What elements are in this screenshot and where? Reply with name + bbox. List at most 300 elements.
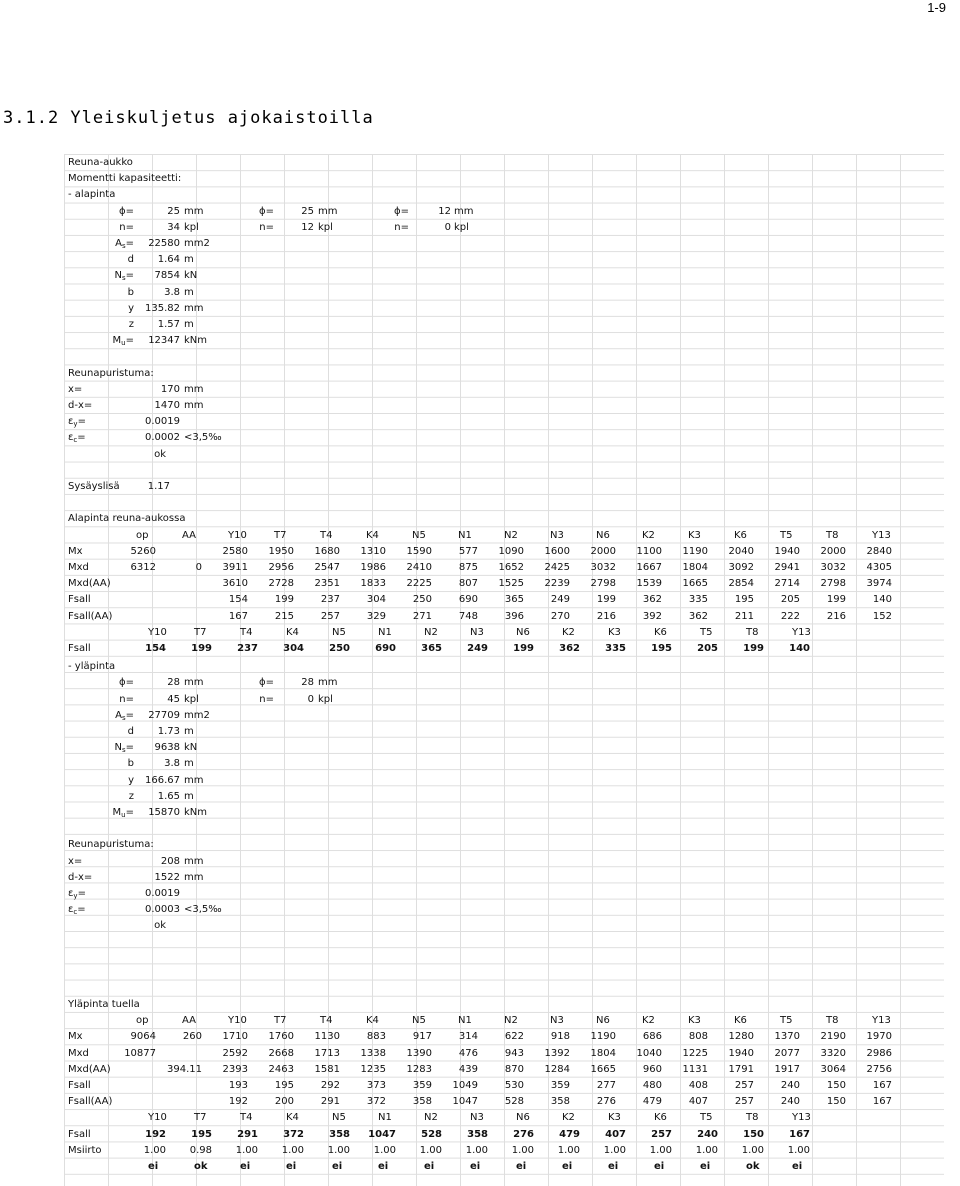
value: 34 bbox=[167, 221, 180, 233]
column-header: Y13 bbox=[792, 1112, 811, 1124]
unit: mm bbox=[184, 871, 204, 883]
table-cell: 335 bbox=[605, 643, 626, 654]
table-cell: 1235 bbox=[360, 1063, 386, 1075]
table-cell: 372 bbox=[283, 1128, 304, 1140]
table-cell: 205 bbox=[780, 594, 800, 606]
column-header: N1 bbox=[458, 529, 472, 541]
table-cell: 3911 bbox=[222, 562, 248, 573]
unit: kpl bbox=[318, 221, 333, 233]
column-header: K6 bbox=[734, 529, 747, 541]
table-cell: 365 bbox=[421, 643, 442, 654]
label: ϕ= bbox=[119, 205, 134, 217]
table-cell: 2239 bbox=[544, 578, 570, 590]
value: 1470 bbox=[154, 400, 180, 411]
column-header: N5 bbox=[412, 529, 426, 541]
column-header: Y10 bbox=[148, 1112, 167, 1124]
table-cell: 2077 bbox=[774, 1047, 800, 1059]
unit: mm bbox=[184, 383, 204, 395]
row-label: Fsall(AA) bbox=[68, 1096, 113, 1108]
table-cell: 1190 bbox=[682, 545, 708, 557]
label: $N_s=$ bbox=[114, 270, 134, 283]
table-cell: 358 bbox=[329, 1128, 350, 1140]
table-cell: 577 bbox=[458, 545, 478, 557]
column-header: T4 bbox=[240, 626, 253, 638]
table-cell: 3032 bbox=[820, 562, 846, 573]
table-cell: 362 bbox=[642, 594, 662, 606]
label: z bbox=[128, 319, 134, 330]
table-cell: 358 bbox=[412, 1096, 432, 1108]
table-cell: 2798 bbox=[590, 578, 616, 590]
table-cell: 270 bbox=[550, 610, 570, 622]
table-cell: 2714 bbox=[774, 578, 800, 590]
value: 0.0003 bbox=[145, 904, 180, 916]
column-header: Y13 bbox=[872, 529, 891, 541]
label: $\varepsilon_c=$ bbox=[68, 432, 86, 445]
table-cell: 199 bbox=[513, 643, 534, 654]
unit: m bbox=[184, 758, 194, 770]
table-cell: 195 bbox=[274, 1080, 294, 1091]
table-cell: 1970 bbox=[866, 1031, 892, 1043]
table-cell: 2854 bbox=[728, 578, 754, 590]
label: n= bbox=[119, 221, 134, 233]
table-cell: 690 bbox=[375, 643, 396, 654]
unit: mm bbox=[318, 677, 338, 689]
table-cell: 1.00 bbox=[281, 1144, 304, 1156]
status-cell: ei bbox=[332, 1161, 343, 1172]
label: n= bbox=[394, 221, 409, 233]
table-cell: 2728 bbox=[268, 578, 294, 590]
unit: mm bbox=[184, 774, 204, 786]
table-cell: 1.00 bbox=[419, 1144, 442, 1156]
column-header: N3 bbox=[470, 626, 484, 638]
table-cell: 192 bbox=[145, 1128, 166, 1140]
unit: m bbox=[184, 726, 194, 737]
page-number: 1-9 bbox=[927, 0, 946, 15]
value: 135.82 bbox=[145, 302, 180, 314]
table-cell: 528 bbox=[421, 1128, 442, 1140]
unit: kpl bbox=[184, 693, 199, 705]
row-label: Fsall bbox=[68, 1128, 91, 1140]
table-cell: 150 bbox=[826, 1096, 846, 1108]
table-cell: 372 bbox=[366, 1096, 386, 1108]
value: 22580 bbox=[148, 238, 180, 249]
table-cell: 943 bbox=[504, 1047, 524, 1059]
label: $\varepsilon_y=$ bbox=[68, 416, 86, 429]
label: n= bbox=[259, 693, 274, 705]
table-cell: 3092 bbox=[728, 562, 754, 573]
table-cell: 1680 bbox=[314, 545, 340, 557]
table-cell: 622 bbox=[504, 1031, 524, 1043]
table-cell: 2040 bbox=[728, 545, 754, 557]
column-header: T8 bbox=[826, 1015, 839, 1027]
unit: kN bbox=[184, 270, 198, 282]
label: x= bbox=[68, 855, 83, 867]
column-header: T4 bbox=[320, 1015, 333, 1027]
table-cell: 2000 bbox=[820, 545, 846, 557]
unit: m bbox=[184, 319, 194, 330]
label: d-x= bbox=[68, 400, 93, 411]
table-cell: 1100 bbox=[636, 545, 662, 557]
table-cell: 2463 bbox=[268, 1063, 294, 1075]
table-cell: 917 bbox=[412, 1031, 432, 1043]
unit: m bbox=[184, 254, 194, 266]
table-cell: 359 bbox=[550, 1080, 570, 1091]
table-cell: 2986 bbox=[866, 1047, 892, 1059]
column-header: T5 bbox=[700, 1112, 713, 1124]
spreadsheet bbox=[64, 154, 944, 1186]
unit: kpl bbox=[454, 221, 469, 233]
column-header: K6 bbox=[734, 1015, 747, 1027]
table-cell: 2425 bbox=[544, 562, 570, 573]
row-label: Fsall(AA) bbox=[68, 610, 113, 622]
table-cell: 199 bbox=[191, 643, 212, 654]
status-cell: ei bbox=[148, 1161, 159, 1172]
row-label: Fsall bbox=[68, 1080, 91, 1091]
column-header: T7 bbox=[274, 1015, 287, 1027]
status-cell: ok bbox=[746, 1161, 760, 1172]
section-heading: 3.1.2 Yleiskuljetus ajokaistoilla bbox=[3, 108, 374, 128]
table-cell: 1713 bbox=[314, 1047, 340, 1059]
value: 25 bbox=[167, 205, 180, 217]
unit: kN bbox=[184, 742, 198, 754]
table-cell: 249 bbox=[467, 643, 488, 654]
table-cell: 1.00 bbox=[235, 1144, 258, 1156]
table-cell: 748 bbox=[458, 610, 478, 622]
status-cell: ei bbox=[562, 1161, 573, 1172]
value: 1.65 bbox=[157, 790, 180, 802]
status-cell: ei bbox=[286, 1161, 297, 1172]
table-cell: 329 bbox=[366, 610, 386, 622]
table-cell: 1310 bbox=[360, 545, 386, 557]
table-cell: 875 bbox=[458, 562, 478, 573]
row-label: Mxd bbox=[68, 1047, 89, 1059]
table-cell: 1.00 bbox=[143, 1144, 166, 1156]
subsection-label: - yläpinta bbox=[68, 661, 116, 673]
table-cell: 359 bbox=[412, 1080, 432, 1091]
value: 0.0002 bbox=[145, 432, 180, 444]
column-header: K4 bbox=[366, 529, 379, 541]
table-cell: 407 bbox=[605, 1128, 626, 1140]
status-cell: ei bbox=[700, 1161, 711, 1172]
table-cell: 205 bbox=[697, 643, 718, 654]
table-cell: 1.00 bbox=[649, 1144, 672, 1156]
table-cell: 365 bbox=[504, 594, 524, 606]
table-cell: 1600 bbox=[544, 545, 570, 557]
status-cell: ei bbox=[654, 1161, 665, 1172]
table-cell: 3064 bbox=[820, 1063, 846, 1075]
value: 12 bbox=[438, 205, 451, 217]
table-cell: 1090 bbox=[498, 545, 524, 557]
table-cell: 1284 bbox=[544, 1063, 570, 1075]
table-cell: 167 bbox=[872, 1080, 892, 1091]
table-cell: 250 bbox=[329, 643, 350, 654]
table-cell: 1338 bbox=[360, 1047, 386, 1059]
label: y bbox=[128, 302, 134, 314]
table-cell: 2225 bbox=[406, 578, 432, 590]
table-cell: 1131 bbox=[682, 1063, 708, 1075]
table-cell: 1804 bbox=[590, 1047, 616, 1059]
value: 170 bbox=[160, 383, 180, 395]
unit: mm bbox=[184, 302, 204, 314]
table-cell: 1.00 bbox=[511, 1144, 534, 1156]
table-cell: 5260 bbox=[130, 545, 156, 557]
table-cell: 808 bbox=[688, 1031, 708, 1043]
unit: mm bbox=[184, 205, 204, 217]
table-cell: 276 bbox=[596, 1096, 616, 1108]
table-cell: 1525 bbox=[498, 578, 524, 590]
table-cell: 154 bbox=[145, 643, 166, 654]
table-cell: 6312 bbox=[130, 562, 156, 573]
table-cell: 1390 bbox=[406, 1047, 432, 1059]
table-cell: 2756 bbox=[866, 1063, 892, 1075]
table-cell: 260 bbox=[182, 1031, 202, 1043]
column-header: op bbox=[136, 529, 149, 541]
row-label: Mx bbox=[68, 1031, 83, 1043]
table-cell: 1.00 bbox=[327, 1144, 350, 1156]
table-cell: 3320 bbox=[820, 1047, 846, 1059]
column-header: N5 bbox=[412, 1015, 426, 1027]
status-cell: ei bbox=[792, 1161, 803, 1172]
label: b bbox=[127, 286, 134, 298]
label: $M_u=$ bbox=[112, 335, 134, 348]
column-header: N6 bbox=[516, 626, 530, 638]
label: b bbox=[127, 758, 134, 770]
table-cell: 686 bbox=[642, 1031, 662, 1043]
table-cell: 1950 bbox=[268, 545, 294, 557]
table-cell: 257 bbox=[320, 610, 340, 622]
table-cell: 1804 bbox=[682, 562, 708, 573]
table-cell: 154 bbox=[228, 594, 248, 606]
table-cell: 2840 bbox=[866, 545, 892, 557]
table-cell: 1791 bbox=[728, 1063, 754, 1075]
value: 7854 bbox=[154, 270, 180, 282]
column-header: N1 bbox=[378, 626, 392, 638]
table-cell: 1652 bbox=[498, 562, 524, 573]
label: z bbox=[128, 790, 134, 802]
table-cell: 479 bbox=[642, 1096, 662, 1108]
table-cell: 257 bbox=[734, 1096, 754, 1108]
unit: m bbox=[184, 790, 194, 802]
table-cell: 883 bbox=[366, 1031, 386, 1043]
table-cell: 476 bbox=[458, 1047, 478, 1059]
table-cell: 152 bbox=[872, 610, 892, 622]
status-cell: ei bbox=[424, 1161, 435, 1172]
status-cell: ei bbox=[608, 1161, 619, 1172]
column-header: T7 bbox=[274, 529, 287, 541]
table-cell: 479 bbox=[559, 1128, 580, 1140]
column-header: K2 bbox=[642, 1015, 655, 1027]
column-header: N3 bbox=[470, 1112, 484, 1124]
table-cell: 215 bbox=[274, 610, 294, 622]
table-cell: 193 bbox=[228, 1080, 248, 1091]
table-cell: 2592 bbox=[222, 1047, 248, 1059]
table-cell: 358 bbox=[550, 1096, 570, 1108]
table-cell: 2351 bbox=[314, 578, 340, 590]
table-cell: 304 bbox=[366, 594, 386, 606]
value: 3.8 bbox=[164, 758, 180, 770]
block-subtitle: Momentti kapasiteetti: bbox=[68, 173, 182, 185]
label: $A_s=$ bbox=[115, 709, 134, 722]
unit: m bbox=[184, 286, 194, 298]
table-cell: 291 bbox=[237, 1128, 258, 1140]
block-title: Reuna-aukko bbox=[68, 157, 133, 168]
unit: kpl bbox=[184, 221, 199, 233]
table-cell: 1280 bbox=[728, 1031, 754, 1043]
table-cell: 240 bbox=[780, 1096, 800, 1108]
table-cell: 439 bbox=[458, 1063, 478, 1075]
table-cell: 237 bbox=[237, 643, 258, 654]
table-cell: 1130 bbox=[314, 1031, 340, 1043]
value: 15870 bbox=[148, 807, 180, 818]
unit: mm bbox=[454, 205, 474, 217]
table-cell: 1581 bbox=[314, 1063, 340, 1075]
column-header: T7 bbox=[194, 1112, 207, 1124]
status-cell: ok bbox=[194, 1161, 208, 1172]
unit: <3,5‰ bbox=[184, 432, 222, 444]
table-cell: 1.00 bbox=[741, 1144, 764, 1156]
table-cell: 1917 bbox=[774, 1063, 800, 1075]
table-cell: 1833 bbox=[360, 578, 386, 590]
column-header: K4 bbox=[286, 1112, 299, 1124]
subsection-label: - alapinta bbox=[68, 189, 116, 201]
table-cell: 2393 bbox=[222, 1063, 248, 1075]
table-cell: 2410 bbox=[406, 562, 432, 573]
table-cell: 257 bbox=[651, 1128, 672, 1140]
column-header: N6 bbox=[516, 1112, 530, 1124]
column-header: T8 bbox=[746, 626, 759, 638]
table-title: Yläpinta tuella bbox=[68, 999, 140, 1010]
table-cell: 240 bbox=[697, 1128, 718, 1140]
row-label: Mxd bbox=[68, 562, 89, 573]
table-cell: 918 bbox=[550, 1031, 570, 1043]
table-cell: 2000 bbox=[590, 545, 616, 557]
table-cell: 408 bbox=[688, 1080, 708, 1091]
table-cell: 195 bbox=[651, 643, 672, 654]
table-cell: 277 bbox=[596, 1080, 616, 1091]
table-cell: 237 bbox=[320, 594, 340, 606]
column-header: Y10 bbox=[228, 1015, 247, 1027]
column-header: op bbox=[136, 1015, 149, 1027]
value: 1.57 bbox=[157, 319, 180, 330]
value: 12347 bbox=[148, 335, 180, 347]
table-cell: 3610 bbox=[222, 578, 248, 590]
column-header: N5 bbox=[332, 626, 346, 638]
table-cell: 362 bbox=[559, 643, 580, 654]
column-header: N2 bbox=[424, 626, 438, 638]
status-cell: ei bbox=[240, 1161, 251, 1172]
column-header: T8 bbox=[826, 529, 839, 541]
table-cell: 394.11 bbox=[167, 1063, 202, 1075]
table-cell: 199 bbox=[596, 594, 616, 606]
column-header: T4 bbox=[320, 529, 333, 541]
unit: kNm bbox=[184, 335, 208, 347]
table-cell: 1.00 bbox=[603, 1144, 626, 1156]
table-cell: 1665 bbox=[682, 578, 708, 590]
row-label: Msiirto bbox=[68, 1144, 102, 1156]
column-header: Y13 bbox=[792, 626, 811, 638]
table-cell: 2798 bbox=[820, 578, 846, 590]
table-cell: 167 bbox=[228, 610, 248, 622]
column-header: K2 bbox=[642, 529, 655, 541]
table-cell: 1986 bbox=[360, 562, 386, 573]
table-cell: 211 bbox=[734, 610, 754, 622]
table-cell: 257 bbox=[734, 1080, 754, 1091]
table-cell: 249 bbox=[550, 594, 570, 606]
value: 1.73 bbox=[157, 726, 180, 737]
table-cell: 2956 bbox=[268, 562, 294, 573]
table-cell: 1049 bbox=[452, 1080, 478, 1091]
unit: kNm bbox=[184, 807, 208, 818]
label: x= bbox=[68, 383, 83, 395]
table-cell: 140 bbox=[872, 594, 892, 606]
value: 9638 bbox=[154, 742, 180, 754]
column-header: K2 bbox=[562, 626, 575, 638]
value: 0.0019 bbox=[145, 416, 180, 428]
table-cell: 271 bbox=[412, 610, 432, 622]
table-cell: 1710 bbox=[222, 1031, 248, 1043]
column-header: K3 bbox=[688, 1015, 701, 1027]
table-cell: 2580 bbox=[222, 545, 248, 557]
unit: mm bbox=[184, 400, 204, 411]
table-cell: 1392 bbox=[544, 1047, 570, 1059]
table-cell: 195 bbox=[734, 594, 754, 606]
table-cell: 1940 bbox=[728, 1047, 754, 1059]
table-cell: 335 bbox=[688, 594, 708, 606]
unit: mm bbox=[184, 677, 204, 689]
table-cell: 240 bbox=[780, 1080, 800, 1091]
column-header: K4 bbox=[286, 626, 299, 638]
table-cell: 199 bbox=[274, 594, 294, 606]
column-header: N2 bbox=[504, 1015, 518, 1027]
column-header: N5 bbox=[332, 1112, 346, 1124]
status-cell: ei bbox=[516, 1161, 527, 1172]
table-cell: 291 bbox=[320, 1096, 340, 1108]
table-cell: 407 bbox=[688, 1096, 708, 1108]
column-header: K6 bbox=[654, 626, 667, 638]
table-cell: 199 bbox=[826, 594, 846, 606]
table-cell: 2941 bbox=[774, 562, 800, 573]
value: 28 bbox=[167, 677, 180, 689]
table-cell: 222 bbox=[780, 610, 800, 622]
table-cell: 3974 bbox=[866, 578, 892, 590]
unit: mm2 bbox=[184, 238, 210, 249]
table-cell: 480 bbox=[642, 1080, 662, 1091]
table-cell: 10877 bbox=[124, 1047, 156, 1059]
value: 0 bbox=[307, 693, 314, 705]
table-cell: 1760 bbox=[268, 1031, 294, 1043]
table-cell: 150 bbox=[826, 1080, 846, 1091]
table-cell: 199 bbox=[743, 643, 764, 654]
table-cell: 1040 bbox=[636, 1047, 662, 1059]
table-cell: 3032 bbox=[590, 562, 616, 573]
column-header: N1 bbox=[378, 1112, 392, 1124]
unit: <3,5‰ bbox=[184, 904, 222, 916]
column-header: T5 bbox=[780, 529, 793, 541]
column-header: T8 bbox=[746, 1112, 759, 1124]
column-header: N6 bbox=[596, 1015, 610, 1027]
column-header: T5 bbox=[780, 1015, 793, 1027]
value: 45 bbox=[167, 693, 180, 705]
column-header: K3 bbox=[608, 1112, 621, 1124]
table-cell: 195 bbox=[191, 1128, 212, 1140]
label: y bbox=[128, 774, 134, 786]
table-cell: 870 bbox=[504, 1063, 524, 1075]
column-header: K2 bbox=[562, 1112, 575, 1124]
table-cell: 276 bbox=[513, 1128, 534, 1140]
column-header: T4 bbox=[240, 1112, 253, 1124]
column-header: Y10 bbox=[228, 529, 247, 541]
value: 1.64 bbox=[157, 254, 180, 266]
